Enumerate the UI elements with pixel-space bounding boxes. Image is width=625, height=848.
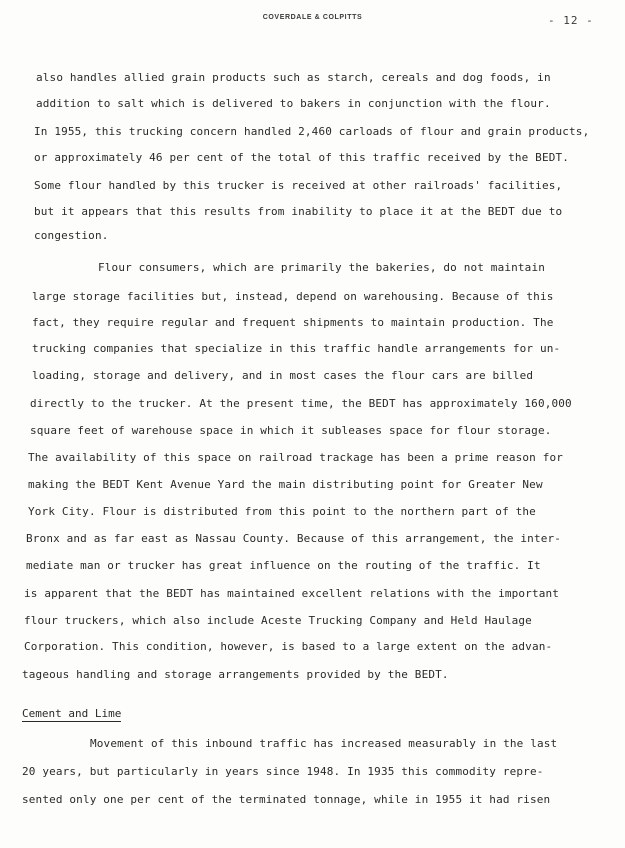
paragraph-2-line: Flour consumers, which are primarily the bakeries, do not maintain [98,261,545,274]
paragraph-1-line: In 1955, this trucking concern handled 2,460 carloads of flour and grain products, [34,125,590,138]
paragraph-2-line: flour truckers, which also include Aceste Trucking Company and Held Haulage [24,614,532,627]
paragraph-2-line: fact, they require regular and frequent shipments to maintain production. The [32,316,554,329]
paragraph-2-line: Corporation. This condition, however, is based to a large extent on the advan- [24,640,553,653]
paragraph-1-line: congestion. [34,229,109,242]
paragraph-3-line: Movement of this inbound traffic has increased measurably in the last [90,737,558,750]
paragraph-2-line: York City. Flour is distributed from this point to the northern part of the [28,505,536,518]
firm-header: COVERDALE & COLPITTS [262,14,363,21]
paragraph-1-line: also handles allied grain products such as starch, cereals and dog foods, in [36,71,551,84]
paragraph-2-line: Bronx and as far east as Nassau County. Because of this arrangement, the inter- [26,532,562,545]
paragraph-2-line: is apparent that the BEDT has maintained excellent relations with the important [24,587,560,600]
page-number: - 12 - [548,14,594,27]
paragraph-3-line: sented only one per cent of the terminated tonnage, while in 1955 it had risen [22,793,551,806]
paragraph-1-line: Some flour handled by this trucker is received at other railroads' facilities, [34,179,563,192]
paragraph-2-line: square feet of warehouse space in which it subleases space for flour storage. [30,424,552,437]
paragraph-1-line: addition to salt which is delivered to bakers in conjunction with the flour. [36,97,551,110]
paragraph-2-line: large storage facilities but, instead, depend on warehousing. Because of this [32,290,554,303]
paragraph-2-line: mediate man or trucker has great influence on the routing of the traffic. It [26,559,541,572]
paragraph-1-line: or approximately 46 per cent of the total of this traffic received by the BEDT. [34,151,570,164]
paragraph-2-line: directly to the trucker. At the present time, the BEDT has approximately 160,000 [30,397,572,410]
paragraph-2-line: making the BEDT Kent Avenue Yard the main distributing point for Greater New [28,478,543,491]
paragraph-3-line: 20 years, but particularly in years since 1948. In 1935 this commodity repre- [22,765,544,778]
paragraph-2-line: tageous handling and storage arrangements provided by the BEDT. [22,668,449,681]
section-heading: Cement and Lime [22,707,122,720]
paragraph-2-line: The availability of this space on railroad trackage has been a prime reason for [28,451,564,464]
paragraph-2-line: trucking companies that specialize in this traffic handle arrangements for un- [32,342,561,355]
paragraph-1-line: but it appears that this results from inability to place it at the BEDT due to [34,205,563,218]
paragraph-2-line: loading, storage and delivery, and in most cases the flour cars are billed [32,369,534,382]
